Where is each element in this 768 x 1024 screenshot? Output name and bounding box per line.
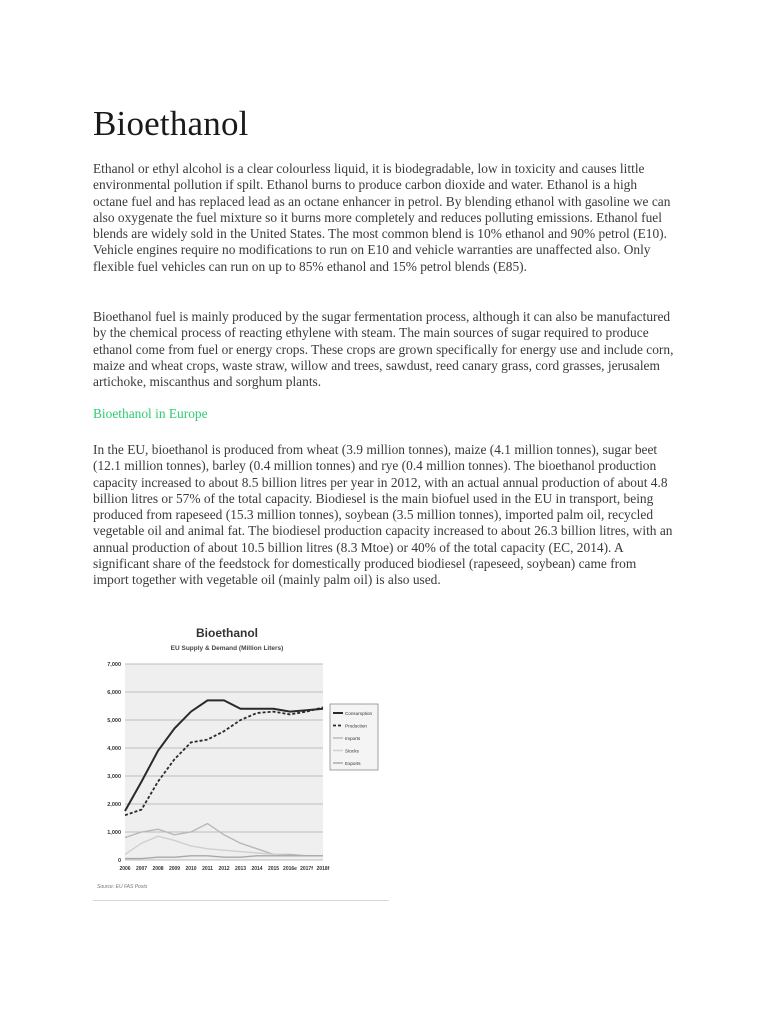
y-axis-ticks [107,662,121,864]
x-tick-label: 2009 [168,866,181,872]
x-tick-label: 2014 [251,866,263,872]
y-tick-label: 7,000 [107,662,121,668]
bioethanol-chart [93,616,389,900]
x-tick-label: 2006 [119,866,131,872]
legend-label: Stocks [345,748,359,754]
legend-label: Imports [345,736,361,741]
x-tick-label: 2017f [300,866,313,872]
y-tick-label: 4,000 [107,746,121,752]
legend-label: Exports [345,761,361,766]
legend-label: Consumption [345,711,373,716]
chart-grid [125,664,323,860]
paragraph-europe: In the EU, bioethanol is produced from wheat (3.9 million tonnes), maize (4.1 million tonnes), sugar beet (12.1 million tonnes), barley (0.4 million tonnes) and rye (0.4 million tonnes). The bioethanol production capacity increased to about 8.5 billion litres per year in 2012, with an actual annual production of about 4.8 billion litres or 57% of the total capacity. Biodiesel is the main biofuel used in the EU in transport, being produced from rapeseed (15.3 million tonnes), soybean (3.5 million tonnes), imported palm oil, recycled vegetable oil and animal fat. The biodiesel production capacity increased to about 26.3 billion litres, with an annual production of about 10.5 billion litres (8.3 Mtoe) or 40% of the total capacity (EC, 2014). A significant share of the feedstock for domestically produced biodiesel (rapeseed, soybean) came from import together with vegetable oil (mainly palm oil) is also used. [93,442,673,588]
x-tick-label: 2011 [202,866,213,872]
x-tick-label: 2015 [267,866,280,872]
page-title: Bioethanol [93,104,249,143]
x-tick-label: 2012 [218,866,230,872]
chart-source: Source: EU FAS Posts [97,884,148,890]
x-axis-ticks [119,866,329,872]
legend-label: Production [345,723,367,729]
x-tick-label: 2007 [135,866,148,872]
x-tick-label: 2018f [316,866,330,872]
chart-subtitle: EU Supply & Demand (Million Liters) [170,645,284,652]
chart-title: Bioethanol [196,626,258,640]
x-tick-label: 2013 [234,866,247,872]
paragraph-production: Bioethanol fuel is mainly produced by the sugar fermentation process, although it can also be manufactured by the chemical process of reacting ethylene with steam. The main sources of sugar required to produce ethanol come from fuel or energy crops. These crops are grown specifically for energy use and include corn, maize and wheat crops, waste straw, willow and trees, sawdust, reed canary grass, cord grasses, jerusalem artichoke, miscanthus and sorghum plants. [93,309,674,390]
y-tick-label: 0 [117,858,121,864]
x-tick-label: 2010 [185,866,197,872]
y-tick-label: 1,000 [107,830,121,836]
chart-legend [330,704,378,770]
y-tick-label: 6,000 [107,690,121,696]
paragraph-ethanol-intro: Ethanol or ethyl alcohol is a clear colourless liquid, it is biodegradable, low in toxicity and causes little environmental pollution if spilt. Ethanol burns to produce carbon dioxide and water. Ethanol is a high octane fuel and has replaced lead as an octane enhancer in petrol. By blending ethanol with gasoline we can also oxygenate the fuel mixture so it burns more completely and reduces polluting emissions. Ethanol fuel blends are widely sold in the United States. The most common blend is 10% ethanol and 90% petrol (E10). Vehicle engines require no modifications to run on E10 and vehicle warranties are unaffected also. Only flexible fuel vehicles can run on up to 85% ethanol and 15% petrol blends (E85). [93,161,671,274]
y-tick-label: 3,000 [107,774,121,780]
x-tick-label: 2016e [283,866,297,872]
y-tick-label: 5,000 [107,718,121,724]
plot-area [125,664,323,860]
y-tick-label: 2,000 [107,802,121,808]
section-heading: Bioethanol in Europe [93,406,208,421]
x-tick-label: 2008 [152,866,164,872]
bioethanol-chart-figure [93,616,389,901]
